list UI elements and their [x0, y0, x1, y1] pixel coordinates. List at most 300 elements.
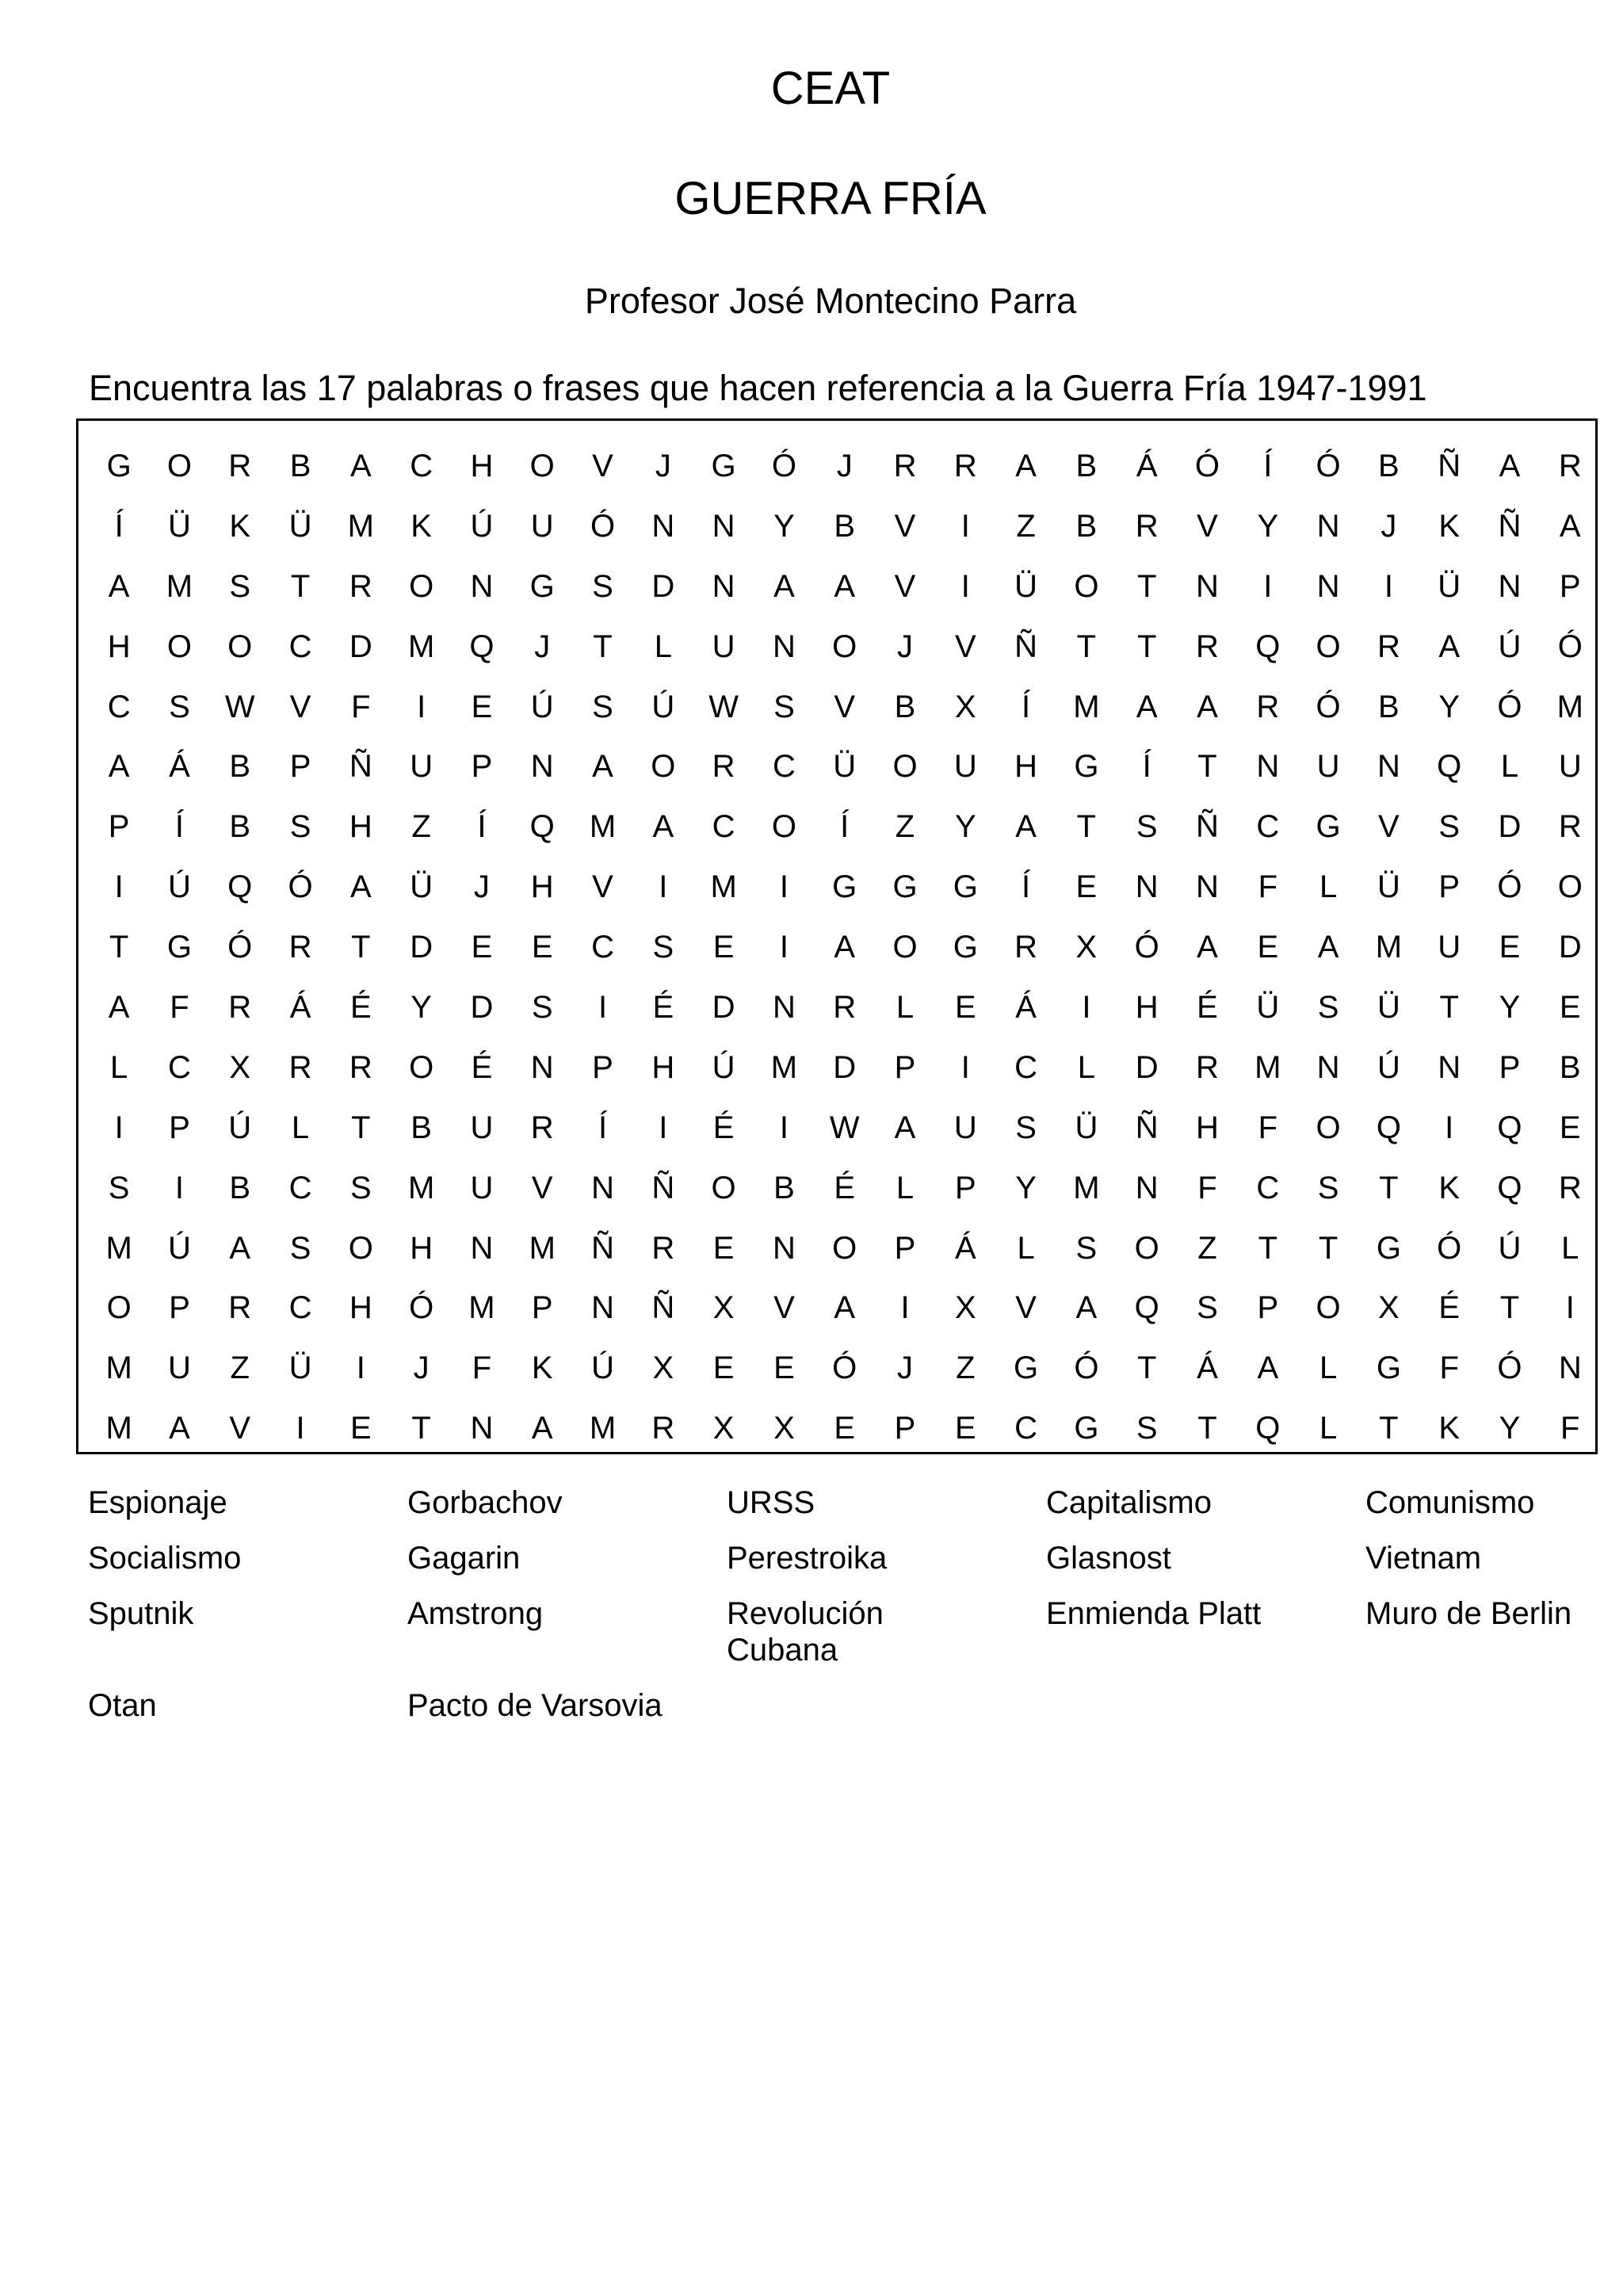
grid-letter: O: [348, 1230, 373, 1266]
grid-letter: I: [1263, 568, 1273, 604]
grid-letter: T: [1197, 1411, 1217, 1446]
grid-letter: M: [105, 1230, 132, 1266]
grid-letter: S: [1438, 809, 1461, 845]
grid-letter: T: [1379, 1170, 1399, 1205]
grid-letter: E: [834, 1411, 856, 1446]
grid-letter: B: [894, 689, 916, 724]
grid-letter: F: [351, 689, 371, 724]
grid-letter: B: [1378, 689, 1400, 724]
grid-letter: Ñ: [1135, 1110, 1159, 1145]
grid-letter: G: [832, 869, 857, 905]
grid-letter: I: [296, 1411, 305, 1446]
grid-letter: I: [114, 869, 124, 905]
grid-letter: R: [228, 989, 252, 1025]
grid-letter: Á: [954, 1230, 976, 1266]
grid-letter: D: [712, 989, 735, 1025]
grid-letter: M: [347, 508, 374, 544]
page-subtitle: GUERRA FRÍA: [674, 173, 987, 224]
grid-letter: Q: [529, 809, 555, 845]
word-list-item: URSS: [727, 1485, 815, 1520]
grid-letter: S: [289, 1230, 311, 1266]
instructions-text: Encuentra las 17 palabras o frases que hacen referencia a la Guerra Fría 1947-1991: [89, 368, 1427, 408]
grid-letter: V: [531, 1170, 553, 1205]
grid-letter: G: [166, 930, 192, 965]
grid-letter: N: [712, 568, 735, 604]
grid-letter: C: [288, 628, 312, 664]
grid-letter: Q: [469, 628, 495, 664]
grid-letter: P: [471, 749, 493, 785]
grid-letter: M: [529, 1230, 556, 1266]
grid-letter: E: [712, 1230, 735, 1266]
grid-letter: J: [836, 448, 853, 483]
grid-letter: U: [1558, 749, 1582, 785]
grid-letter: V: [773, 1290, 795, 1326]
grid-letter: H: [107, 628, 131, 664]
grid-letter: V: [894, 508, 916, 544]
grid-letter: L: [654, 628, 672, 664]
grid-letter: Ñ: [1196, 809, 1219, 845]
grid-letter: G: [953, 869, 978, 905]
grid-letter: F: [1439, 1350, 1459, 1386]
grid-letter: É: [1438, 1290, 1461, 1326]
grid-letter: A: [229, 1230, 251, 1266]
grid-letter: É: [1197, 989, 1218, 1025]
grid-letter: A: [652, 809, 674, 845]
grid-letter: A: [349, 448, 372, 483]
grid-letter: I: [779, 930, 789, 965]
grid-letter: G: [953, 930, 978, 965]
grid-letter: Ú: [1498, 1230, 1522, 1266]
grid-letter: A: [349, 869, 372, 905]
grid-letter: I: [659, 869, 668, 905]
word-search-grid: [89, 436, 1600, 1458]
grid-letter: R: [1377, 628, 1400, 664]
grid-letter: V: [1378, 809, 1400, 845]
grid-letter: R: [1014, 930, 1038, 965]
grid-letter: S: [1197, 1290, 1218, 1326]
grid-letter: Ü: [833, 749, 857, 785]
grid-letter: L: [896, 1170, 915, 1205]
grid-letter: J: [413, 1350, 430, 1386]
grid-letter: Ñ: [651, 1170, 675, 1205]
grid-letter: H: [470, 448, 494, 483]
grid-letter: Q: [227, 869, 253, 905]
grid-letter: N: [1316, 568, 1340, 604]
grid-letter: A: [1197, 930, 1218, 965]
grid-letter: N: [470, 568, 494, 604]
grid-letter: R: [651, 1411, 675, 1446]
grid-letter: E: [773, 1350, 795, 1386]
grid-letter: Ñ: [349, 749, 372, 785]
grid-letter: V: [592, 869, 613, 905]
grid-letter: A: [1559, 508, 1581, 544]
grid-letter: S: [108, 1170, 130, 1205]
grid-letter: T: [1076, 628, 1097, 664]
grid-letter: G: [892, 869, 918, 905]
grid-letter: N: [1377, 749, 1400, 785]
grid-letter: G: [1376, 1230, 1401, 1266]
grid-letter: G: [1316, 809, 1341, 845]
grid-letter: O: [892, 930, 918, 965]
grid-letter: P: [169, 1110, 190, 1145]
grid-letter: Ñ: [651, 1290, 675, 1326]
grid-letter: H: [530, 869, 554, 905]
grid-letter: Ñ: [591, 1230, 614, 1266]
grid-letter: I: [1565, 1290, 1575, 1326]
grid-letter: Ó: [771, 448, 796, 483]
grid-letter: Á: [1015, 989, 1037, 1025]
grid-letter: Q: [1134, 1290, 1159, 1326]
grid-letter: R: [1256, 689, 1280, 724]
word-list-item: Muro de Berlin: [1365, 1596, 1572, 1631]
grid-letter: Á: [169, 749, 190, 785]
grid-letter: É: [712, 1110, 735, 1145]
grid-letter: P: [169, 1290, 190, 1326]
grid-letter: C: [168, 1049, 191, 1085]
grid-letter: F: [472, 1350, 492, 1386]
grid-letter: I: [598, 989, 608, 1025]
grid-letter: R: [1135, 508, 1159, 544]
grid-letter: T: [351, 930, 371, 965]
grid-letter: Ó: [832, 1350, 857, 1386]
grid-letter: O: [529, 448, 555, 483]
grid-letter: N: [1135, 1170, 1159, 1205]
grid-letter: O: [1316, 628, 1341, 664]
grid-letter: S: [592, 689, 613, 724]
grid-letter: C: [591, 930, 614, 965]
grid-letter: B: [411, 1110, 432, 1145]
grid-letter: S: [531, 989, 553, 1025]
grid-letter: Í: [114, 508, 124, 544]
grid-letter: H: [349, 1290, 372, 1326]
grid-letter: O: [227, 628, 253, 664]
grid-letter: V: [1197, 508, 1218, 544]
grid-letter: L: [1319, 1411, 1338, 1446]
grid-letter: G: [1014, 1350, 1039, 1386]
grid-letter: L: [1561, 1230, 1579, 1266]
grid-letter: Z: [230, 1350, 250, 1386]
grid-letter: Z: [1197, 1230, 1217, 1266]
grid-letter: M: [1375, 930, 1403, 965]
grid-letter: U: [470, 1110, 494, 1145]
grid-letter: R: [228, 1290, 252, 1326]
grid-letter: E: [712, 930, 735, 965]
word-list-item: Revolución Cubana: [727, 1596, 884, 1668]
grid-letter: U: [1438, 930, 1461, 965]
grid-letter: Z: [1016, 508, 1036, 544]
grid-letter: E: [471, 689, 493, 724]
grid-letter: W: [829, 1110, 860, 1145]
grid-letter: T: [1258, 1230, 1277, 1266]
grid-letter: M: [1556, 689, 1583, 724]
grid-letter: A: [773, 568, 795, 604]
grid-letter: L: [1017, 1230, 1035, 1266]
grid-letter: S: [169, 689, 190, 724]
grid-letter: Ú: [530, 689, 554, 724]
grid-letter: J: [534, 628, 551, 664]
grid-letter: M: [105, 1411, 132, 1446]
grid-letter: N: [530, 749, 554, 785]
grid-letter: E: [531, 930, 553, 965]
word-list-item: Pacto de Varsovia: [407, 1688, 663, 1723]
grid-letter: E: [471, 930, 493, 965]
grid-letter: Ü: [168, 508, 191, 544]
grid-letter: V: [592, 448, 613, 483]
grid-letter: Ú: [470, 508, 494, 544]
grid-letter: W: [708, 689, 739, 724]
grid-letter: Ü: [1014, 568, 1038, 604]
grid-letter: N: [1316, 508, 1340, 544]
grid-letter: Ü: [288, 508, 312, 544]
grid-letter: A: [108, 568, 130, 604]
grid-letter: Y: [1257, 508, 1279, 544]
grid-letter: Ü: [1256, 989, 1280, 1025]
page-title: CEAT: [770, 63, 891, 114]
grid-letter: M: [166, 568, 193, 604]
grid-letter: N: [470, 1230, 494, 1266]
grid-letter: S: [1136, 809, 1158, 845]
word-list-item: Espionaje: [88, 1485, 227, 1520]
grid-letter: B: [834, 508, 856, 544]
word-search-box: [76, 418, 1598, 1454]
grid-letter: Í: [840, 809, 850, 845]
grid-letter: Q: [1497, 1170, 1522, 1205]
grid-letter: Ñ: [1438, 448, 1461, 483]
word-list-item: Gorbachov: [407, 1485, 563, 1520]
word-list: [88, 1484, 1623, 1724]
grid-letter: R: [1558, 809, 1582, 845]
grid-letter: I: [900, 1290, 910, 1326]
grid-letter: P: [954, 1170, 976, 1205]
grid-letter: Ó: [1134, 930, 1159, 965]
grid-letter: Ú: [651, 689, 675, 724]
grid-letter: T: [109, 930, 129, 965]
grid-letter: T: [351, 1110, 371, 1145]
grid-letter: D: [1135, 1049, 1159, 1085]
grid-letter: Í: [174, 809, 184, 845]
grid-letter: N: [591, 1290, 614, 1326]
grid-letter: M: [1073, 689, 1100, 724]
grid-letter: A: [1136, 689, 1158, 724]
grid-letter: U: [470, 1170, 494, 1205]
grid-letter: C: [288, 1290, 312, 1326]
grid-letter: M: [589, 809, 617, 845]
grid-letter: X: [712, 1290, 735, 1326]
grid-letter: A: [834, 568, 856, 604]
grid-letter: A: [1015, 448, 1037, 483]
grid-letter: O: [892, 749, 918, 785]
grid-letter: A: [1075, 1290, 1098, 1326]
grid-letter: W: [224, 689, 255, 724]
grid-letter: Í: [1263, 448, 1273, 483]
grid-letter: H: [651, 1049, 675, 1085]
grid-letter: B: [1378, 448, 1400, 483]
grid-letter: T: [1499, 1290, 1520, 1326]
grid-letter: Y: [1015, 1170, 1037, 1205]
grid-letter: N: [530, 1049, 554, 1085]
grid-letter: B: [1075, 448, 1098, 483]
grid-letter: É: [652, 989, 674, 1025]
word-list-item: Capitalismo: [1046, 1485, 1212, 1520]
grid-letter: K: [531, 1350, 553, 1386]
grid-letter: Ó: [1194, 448, 1220, 483]
grid-letter: D: [651, 568, 675, 604]
grid-letter: Ó: [590, 508, 616, 544]
grid-letter: U: [410, 749, 433, 785]
grid-letter: Ó: [1497, 869, 1522, 905]
grid-letter: A: [1257, 1350, 1279, 1386]
grid-letter: F: [170, 989, 189, 1025]
grid-letter: Ó: [1557, 628, 1583, 664]
grid-letter: V: [894, 568, 916, 604]
grid-letter: Y: [773, 508, 795, 544]
grid-letter: H: [1014, 749, 1038, 785]
grid-letter: N: [1196, 568, 1219, 604]
grid-letter: Í: [1022, 869, 1031, 905]
grid-letter: T: [1136, 1350, 1157, 1386]
grid-letter: X: [652, 1350, 674, 1386]
grid-letter: E: [954, 989, 976, 1025]
grid-letter: A: [1499, 448, 1521, 483]
grid-letter: U: [168, 1350, 191, 1386]
grid-letter: A: [108, 989, 130, 1025]
grid-letter: I: [960, 1049, 970, 1085]
grid-letter: F: [1560, 1411, 1580, 1446]
grid-letter: N: [470, 1411, 494, 1446]
grid-letter: D: [470, 989, 494, 1025]
grid-letter: Ú: [228, 1110, 252, 1145]
grid-letter: Ú: [1498, 628, 1522, 664]
grid-letter: B: [289, 448, 311, 483]
grid-letter: R: [1196, 1049, 1219, 1085]
grid-letter: S: [1015, 1110, 1037, 1145]
grid-letter: Ó: [1497, 689, 1522, 724]
grid-letter: Á: [1136, 448, 1158, 483]
grid-letter: O: [1074, 568, 1099, 604]
grid-letter: A: [1015, 809, 1037, 845]
grid-letter: T: [1136, 568, 1157, 604]
grid-letter: M: [407, 1170, 435, 1205]
grid-letter: X: [1075, 930, 1098, 965]
grid-letter: Ü: [288, 1350, 312, 1386]
grid-letter: R: [1558, 448, 1582, 483]
grid-letter: A: [592, 749, 613, 785]
grid-letter: E: [954, 1411, 976, 1446]
author-line: Profesor José Montecino Parra: [584, 281, 1077, 321]
grid-letter: I: [1384, 568, 1393, 604]
grid-letter: X: [954, 689, 976, 724]
grid-letter: M: [589, 1411, 617, 1446]
grid-letter: Ñ: [1498, 508, 1522, 544]
grid-letter: Ú: [1377, 1049, 1400, 1085]
grid-letter: A: [1197, 689, 1218, 724]
grid-letter: É: [471, 1049, 493, 1085]
grid-letter: O: [409, 1049, 434, 1085]
grid-letter: U: [953, 749, 977, 785]
grid-letter: O: [832, 1230, 857, 1266]
grid-letter: S: [289, 809, 311, 845]
grid-letter: Ó: [1316, 689, 1341, 724]
grid-letter: T: [1318, 1230, 1338, 1266]
grid-letter: M: [770, 1049, 798, 1085]
word-list-item: Amstrong: [407, 1596, 544, 1631]
grid-letter: Q: [1497, 1110, 1522, 1145]
grid-letter: S: [773, 689, 795, 724]
grid-letter: Q: [1437, 749, 1462, 785]
grid-letter: Q: [1255, 628, 1281, 664]
grid-letter: K: [1438, 1170, 1461, 1205]
grid-letter: T: [1136, 628, 1157, 664]
grid-letter: N: [1558, 1350, 1582, 1386]
grid-letter: O: [1316, 1110, 1341, 1145]
grid-letter: A: [1317, 930, 1339, 965]
grid-letter: G: [529, 568, 555, 604]
grid-letter: O: [409, 568, 434, 604]
grid-letter: J: [655, 448, 671, 483]
grid-letter: S: [1317, 989, 1339, 1025]
grid-letter: N: [591, 1170, 614, 1205]
grid-letter: Ó: [288, 869, 313, 905]
grid-letter: I: [659, 1110, 668, 1145]
grid-letter: Ú: [168, 869, 191, 905]
grid-letter: Í: [477, 809, 487, 845]
grid-letter: P: [289, 749, 311, 785]
grid-letter: T: [1379, 1411, 1399, 1446]
word-list-item: Socialismo: [88, 1541, 242, 1576]
grid-letter: V: [289, 689, 311, 724]
word-list-item: Otan: [88, 1688, 157, 1723]
grid-letter: S: [349, 1170, 372, 1205]
grid-letter: D: [833, 1049, 857, 1085]
grid-letter: N: [772, 1230, 796, 1266]
grid-letter: S: [1075, 1230, 1098, 1266]
grid-letter: O: [651, 749, 676, 785]
grid-letter: E: [1257, 930, 1279, 965]
grid-letter: É: [834, 1170, 856, 1205]
grid-letter: Í: [598, 1110, 608, 1145]
grid-letter: I: [356, 1350, 365, 1386]
grid-letter: M: [105, 1350, 132, 1386]
grid-letter: V: [954, 628, 976, 664]
grid-letter: E: [1499, 930, 1521, 965]
word-list-item: Comunismo: [1365, 1485, 1535, 1520]
grid-letter: B: [1559, 1049, 1581, 1085]
grid-letter: P: [894, 1411, 916, 1446]
grid-letter: R: [953, 448, 977, 483]
word-list-item: Perestroika: [727, 1541, 888, 1576]
word-list-item: Gagarin: [407, 1541, 521, 1576]
grid-letter: Á: [289, 989, 311, 1025]
grid-letter: E: [349, 1411, 372, 1446]
grid-letter: R: [349, 568, 372, 604]
grid-letter: E: [1075, 869, 1098, 905]
grid-letter: Ó: [1316, 448, 1341, 483]
grid-letter: O: [166, 448, 192, 483]
grid-letter: R: [530, 1110, 554, 1145]
grid-letter: P: [1438, 869, 1461, 905]
grid-letter: T: [1197, 749, 1217, 785]
grid-letter: P: [894, 1049, 916, 1085]
grid-letter: M: [710, 869, 737, 905]
grid-letter: N: [651, 508, 675, 544]
grid-letter: I: [779, 869, 789, 905]
grid-letter: O: [1316, 1290, 1341, 1326]
grid-letter: S: [1317, 1170, 1339, 1205]
grid-letter: Z: [411, 809, 431, 845]
grid-letter: O: [1134, 1230, 1159, 1266]
grid-letter: T: [1076, 809, 1097, 845]
grid-letter: U: [712, 628, 735, 664]
